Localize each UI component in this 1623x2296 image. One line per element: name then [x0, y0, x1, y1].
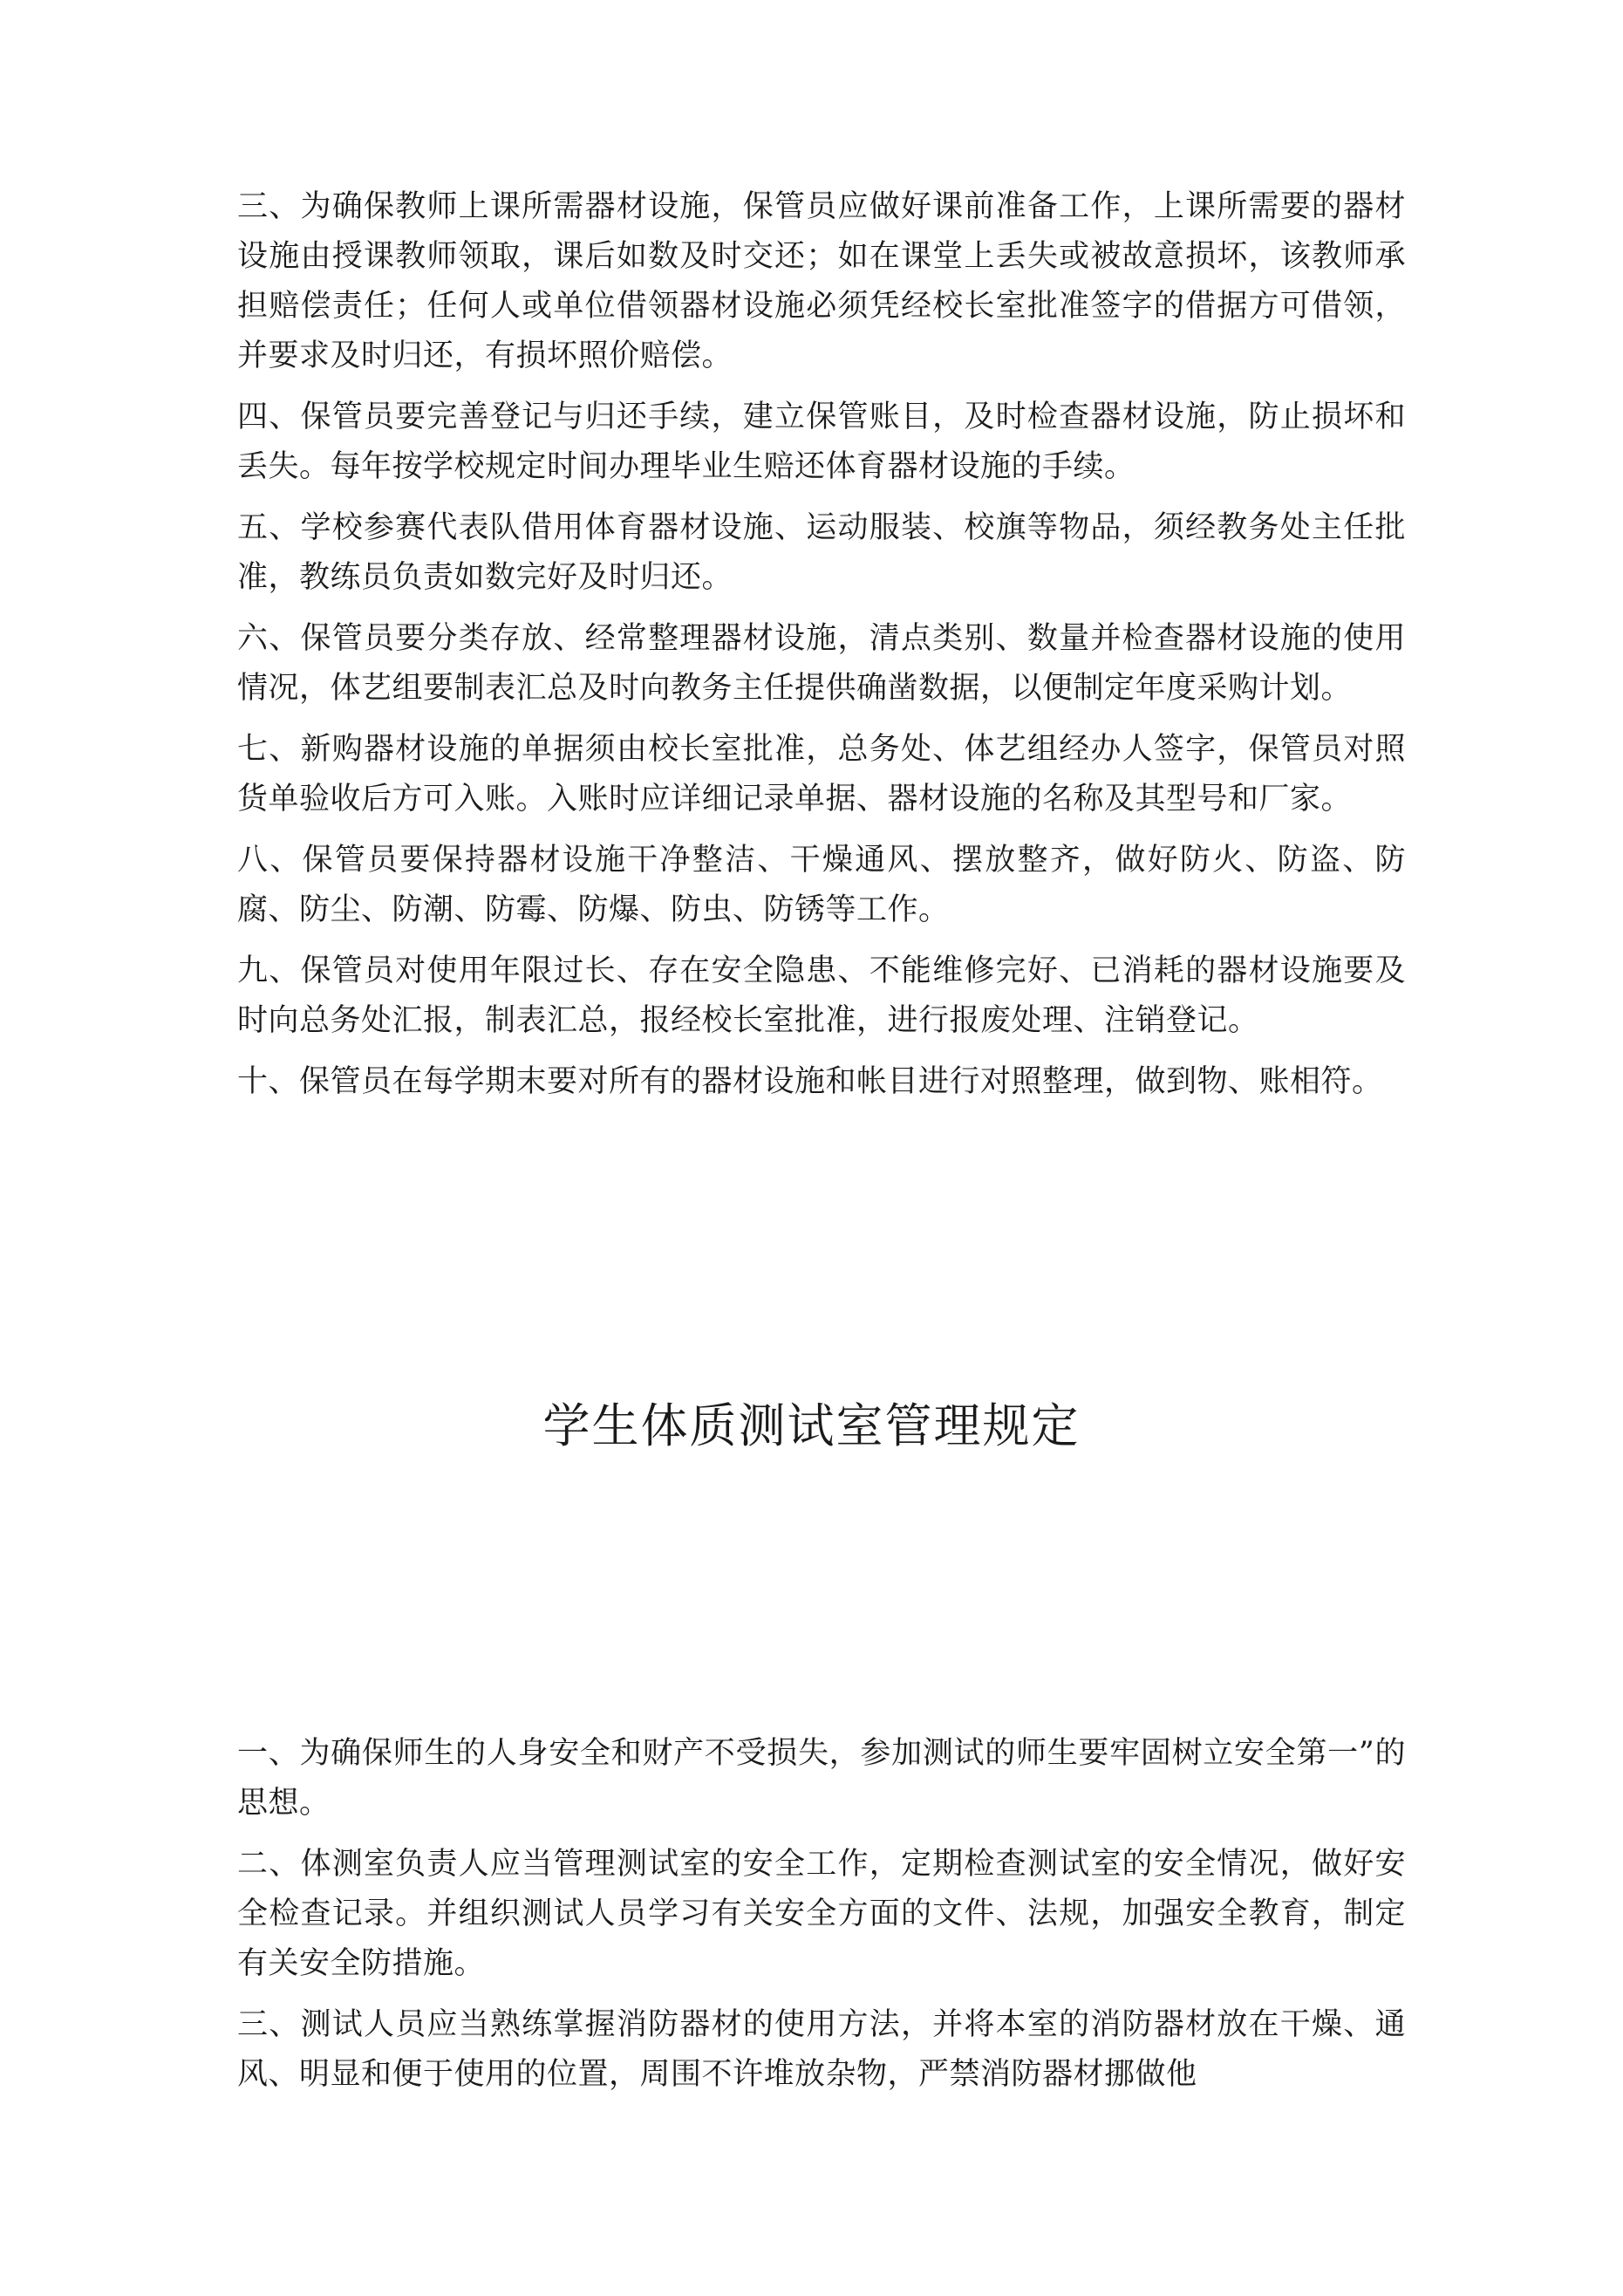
rule-paragraph-10: 十、保管员在每学期末要对所有的器材设施和帐目进行对照整理，做到物、账相符。 — [237, 1064, 1383, 1099]
rule-paragraph-9: 九、保管员对使用年限过长、存在安全隐患、不能维修完好、已消耗的器材设施要及时向总务处汇报，制表汇总，报经校长室批准，进行报废处理、注销登记。 — [237, 953, 1406, 1038]
rule-paragraph-4: 四、保管员要完善登记与归还手续，建立保管账目，及时检查器材设施，防止损坏和丢失。每年按学校规定时间办理毕业生赔还体育器材设施的手续。 — [237, 400, 1406, 484]
test-rule-paragraph-3: 三、测试人员应当熟练掌握消防器材的使用方法，并将本室的消防器材放在干燥、通风、明显和便于使用的位置，周围不许堆放杂物，严禁消防器材挪做他 — [237, 2007, 1406, 2092]
test-rule-paragraph-2: 二、体测室负责人应当管理测试室的安全工作，定期检查测试室的安全情况，做好安全检查记录。并组织测试人员学习有关安全方面的文件、法规，加强安全教育，制定有关安全防措施。 — [237, 1847, 1406, 1981]
test-rule-paragraph-1: 一、为确保师生的人身安全和财产不受损失，参加测试的师生要牢固树立安全第一”的思想。 — [237, 1736, 1406, 1821]
rule-paragraph-3: 三、为确保教师上课所需器材设施，保管员应做好课前准备工作，上课所需要的器材设施由授课教师领取，课后如数及时交还；如在课堂上丢失或被故意损坏，该教师承担赔偿责任；任何人或单位借领器材设施必须凭经校长室批准签字的借据方可借领，并要求及时归还，有损坏照价赔偿。 — [237, 189, 1406, 373]
rule-paragraph-6: 六、保管员要分类存放、经常整理器材设施，清点类别、数量并检查器材设施的使用情况，体艺组要制表汇总及时向教务主任提供确凿数据，以便制定年度采购计划。 — [237, 621, 1406, 706]
rule-paragraph-5: 五、学校参赛代表队借用体育器材设施、运动服装、校旗等物品，须经教务处主任批准，教练员负责如数完好及时归还。 — [237, 510, 1406, 595]
equipment-rules-section — [237, 182, 1406, 1118]
rule-paragraph-7: 七、新购器材设施的单据须由校长室批准，总务处、体艺组经办人签字，保管员对照货单验收后方可入账。入账时应详细记录单据、器材设施的名称及其型号和厂家。 — [237, 732, 1406, 817]
section-title: 学生体质测试室管理规定 — [542, 1398, 1081, 1453]
rule-paragraph-8: 八、保管员要保持器材设施干净整洁、干燥通风、摆放整齐，做好防火、防盗、防腐、防尘、防潮、防霉、防爆、防虫、防锈等工作。 — [237, 843, 1406, 927]
fitness-test-rules-section — [237, 1729, 1406, 2111]
